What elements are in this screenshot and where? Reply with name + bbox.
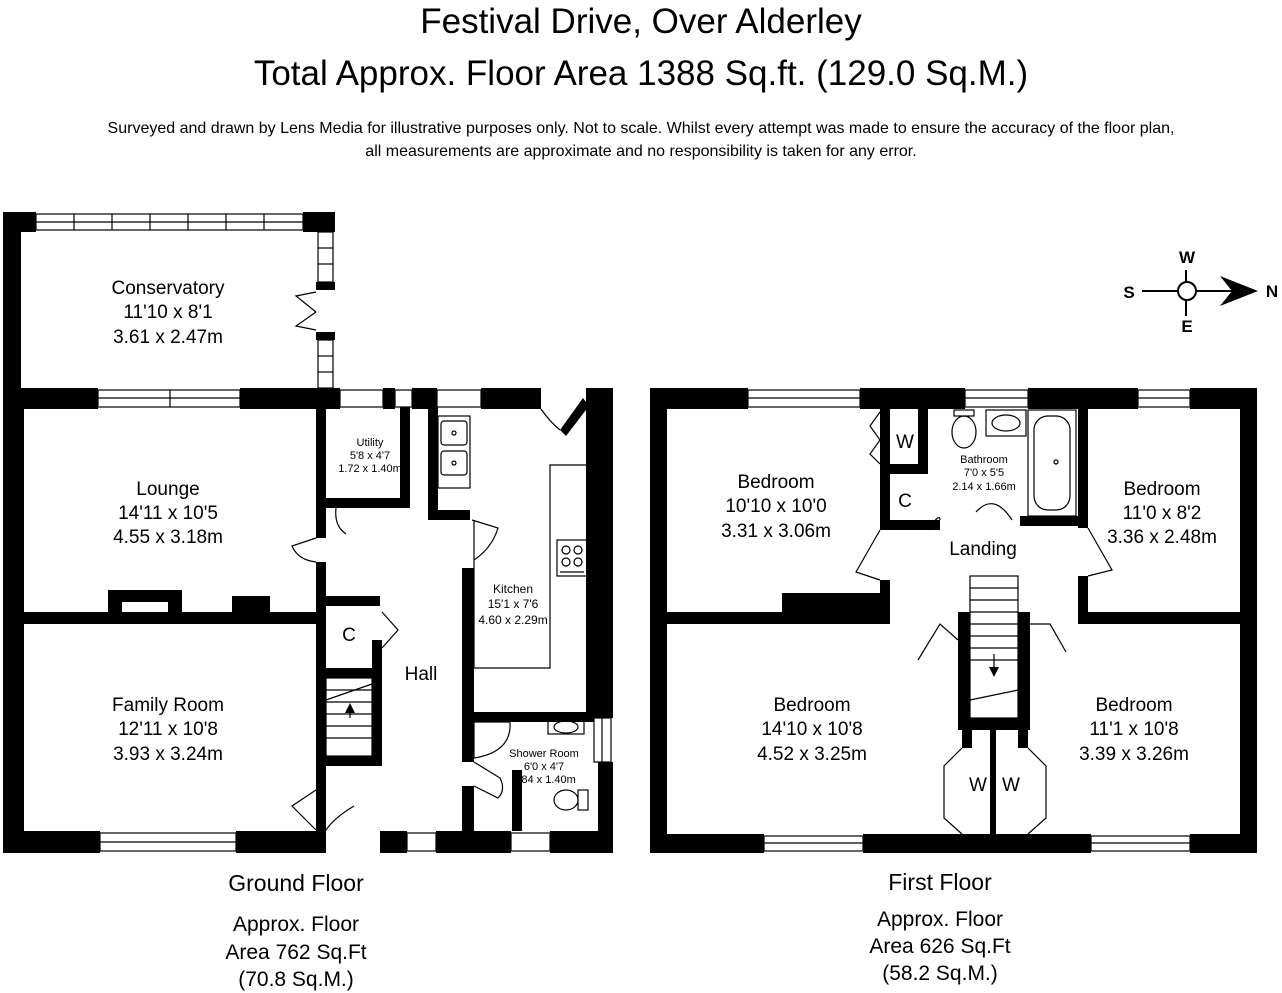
hall-name: Hall: [404, 664, 438, 685]
compass-south: S: [1123, 283, 1135, 302]
bedroom-bl-imperial: 14'10 x 10'8: [761, 719, 863, 740]
ground-floor-caption: Ground Floor: [228, 870, 364, 896]
bedroom-br-metric: 3.39 x 3.26m: [1079, 744, 1189, 765]
conservatory-windows: [36, 214, 333, 388]
bathroom-metric: 2.14 x 1.66m: [952, 481, 1016, 493]
family-room-metric: 3.93 x 3.24m: [113, 744, 223, 765]
lounge-imperial: 14'11 x 10'5: [118, 503, 218, 524]
first-floor-stairs: [970, 576, 1018, 718]
ground-cupboard-name: C: [342, 625, 356, 646]
bedroom-bl-metric: 4.52 x 3.25m: [757, 744, 867, 765]
compass-west: W: [1178, 248, 1196, 267]
bedroom-tr-imperial: 11'0 x 8'2: [1122, 503, 1202, 524]
compass-east: E: [1181, 317, 1193, 336]
kitchen-units: [438, 416, 587, 668]
bedroom-br-name: Bedroom: [1095, 695, 1173, 716]
conservatory-metric: 3.61 x 2.47m: [113, 327, 223, 348]
bedroom-tl-imperial: 10'10 x 10'0: [725, 496, 827, 517]
compass-rose: [1123, 248, 1278, 336]
bathroom-name: Bathroom: [960, 454, 1008, 466]
disclaimer-line-2: all measurements are approximate and no responsibility is taken for any error.: [365, 143, 917, 160]
wardrobe-right-name: W: [1002, 775, 1020, 796]
ground-floor-area-line-2: Area 762 Sq.Ft: [225, 941, 367, 964]
total-floor-area: Total Approx. Floor Area 1388 Sq.ft. (129.0 Sq.M.): [253, 54, 1029, 93]
utility-name: Utility: [356, 437, 384, 449]
conservatory-name: Conservatory: [111, 278, 225, 299]
bathroom-imperial: 7'0 x 5'5: [963, 467, 1005, 479]
shower-room-imperial: 6'0 x 4'7: [523, 761, 565, 773]
utility-metric: 1.72 x 1.40m: [338, 463, 402, 475]
kitchen-imperial: 15'1 x 7'6: [487, 597, 539, 611]
ground-floor-room-labels: [112, 278, 579, 786]
first-floor-plan: [650, 388, 1257, 853]
ground-floor-area-line-3: (70.8 Sq.M.): [238, 968, 354, 991]
compass-center-icon: [1178, 282, 1196, 300]
bedroom-tl-name: Bedroom: [737, 472, 815, 493]
first-floor-walls: [650, 388, 1257, 853]
wardrobe-left-name: W: [969, 775, 987, 796]
wardrobe-top-name: W: [896, 432, 914, 453]
bedroom-br-imperial: 11'1 x 10'8: [1089, 719, 1179, 740]
bedroom-bl-name: Bedroom: [773, 695, 851, 716]
plan-title: Festival Drive, Over Alderley: [420, 2, 862, 41]
bedroom-tl-metric: 3.31 x 3.06m: [721, 521, 831, 542]
kitchen-name: Kitchen: [492, 582, 534, 596]
first-floor-caption: First Floor: [888, 869, 992, 895]
ground-floor-plan: [3, 212, 613, 853]
first-floor-area-line-2: Area 626 Sq.Ft: [869, 935, 1011, 958]
ground-floor-stairs: [326, 678, 372, 756]
lounge-metric: 4.55 x 3.18m: [113, 527, 223, 548]
utility-imperial: 5'8 x 4'7: [349, 450, 391, 462]
family-room-imperial: 12'11 x 10'8: [118, 719, 218, 740]
disclaimer-line-1: Surveyed and drawn by Lens Media for illustrative purposes only. Not to scale. Whilst every attempt was made to ensure the accuracy of the floor plan,: [107, 120, 1175, 137]
first-cupboard-name: C: [898, 491, 912, 512]
first-floor-area-line-1: Approx. Floor: [876, 908, 1004, 931]
family-room-name: Family Room: [112, 695, 224, 716]
bedroom-tr-metric: 3.36 x 2.48m: [1107, 527, 1217, 548]
first-floor-area-line-3: (58.2 Sq.M.): [882, 962, 998, 985]
lounge-name: Lounge: [136, 479, 200, 500]
kitchen-metric: 4.60 x 2.29m: [478, 613, 548, 627]
ground-floor-area-line-1: Approx. Floor: [232, 913, 360, 936]
landing-name: Landing: [949, 539, 1017, 560]
conservatory-imperial: 11'10 x 8'1: [123, 302, 213, 323]
shower-room-name: Shower Room: [509, 748, 579, 760]
shower-room-metric: 1.84 x 1.40m: [512, 774, 576, 786]
bedroom-tr-name: Bedroom: [1123, 479, 1201, 500]
compass-north: N: [1265, 282, 1279, 301]
